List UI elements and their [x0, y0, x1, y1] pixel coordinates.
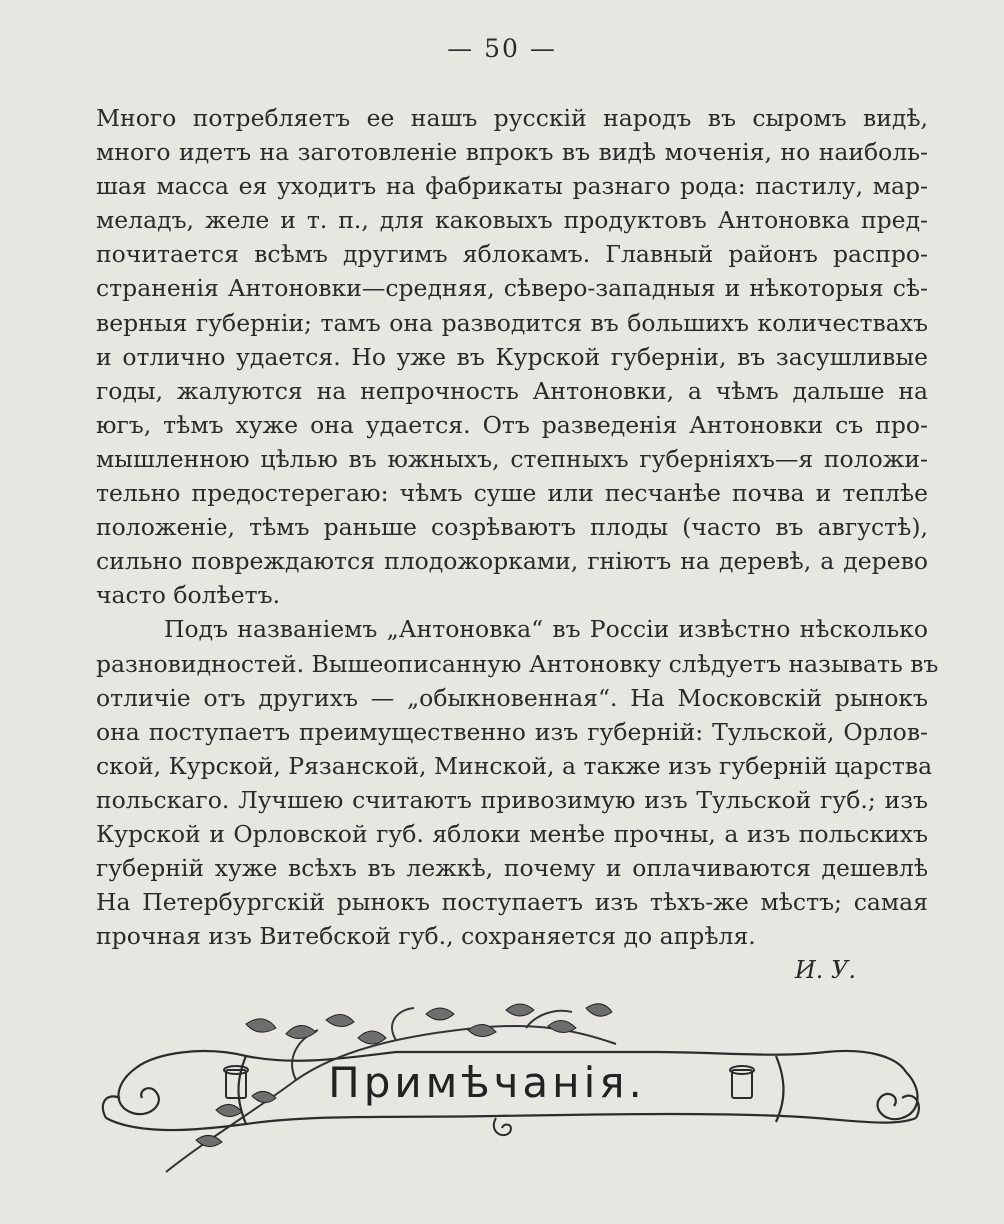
text-line: тельно предостерегаю: чѣмъ суше или песчанѣе почва и теплѣе — [96, 479, 928, 508]
text-line: почитается всѣмъ другимъ яблокамъ. Главный районъ распро- — [96, 240, 928, 269]
text-line: прочная изъ Витебской губ., сохраняется до апрѣля. — [96, 922, 756, 951]
ink-pot-right — [730, 1066, 754, 1098]
text-line: меладъ, желе и т. п., для каковыхъ продуктовъ Антоновка пред- — [96, 206, 928, 235]
bottom-flourish — [494, 1118, 511, 1135]
text-line: сильно повреждаются плодожорками, гніютъ на деревѣ, а дерево — [96, 547, 928, 576]
text-line: верныя губерніи; тамъ она разводится въ большихъ количествахъ — [96, 308, 928, 337]
paragraph — [96, 101, 928, 612]
ink-pot-left — [224, 1066, 248, 1098]
text-line: шая масса ея уходитъ на фабрикаты разнаго рода: пастилу, мар- — [96, 172, 928, 201]
author-signature: И. У. — [794, 956, 856, 984]
article-text — [96, 101, 939, 953]
text-line: страненія Антоновки—средняя, сѣверо-западныя и нѣкоторыя сѣ- — [96, 274, 928, 303]
text-line: разновидностей. Вышеописанную Антоновку слѣдуетъ называть въ — [96, 649, 939, 678]
text-line: югъ, тѣмъ хуже она удается. Отъ разведенія Антоновки съ про- — [96, 410, 928, 439]
text-line: годы, жалуются на непрочность Антоновки, а чѣмъ дальше на — [96, 376, 928, 405]
text-line: Много потребляетъ ее нашъ русскій народъ въ сыромъ видѣ, — [96, 104, 928, 132]
text-line: она поступаетъ преимущественно изъ губерній: Тульской, Орлов- — [96, 717, 928, 746]
text-line: Подъ названіемъ „Антоновка“ въ Россіи извѣстно нѣсколько — [164, 615, 928, 644]
text-line: и отлично удается. Но уже въ Курской губерніи, въ засушливые — [96, 342, 928, 371]
text-line: отличіе отъ другихъ — „обыкновенная“. На Московскій рынокъ — [96, 683, 928, 712]
text-line: Курской и Орловской губ. яблоки менѣе прочны, а изъ польскихъ — [96, 819, 928, 848]
section-heading: Примѣчанія. — [328, 1058, 646, 1107]
text-line: ской, Курской, Рязанской, Минской, а также изъ губерній царства — [96, 751, 933, 780]
text-line: много идетъ на заготовленіе впрокъ въ видѣ моченія, но наиболь- — [96, 138, 928, 167]
text-line: мышленною цѣлью въ южныхъ, степныхъ губерніяхъ—я положи- — [96, 444, 928, 473]
text-line: польскаго. Лучшею считаютъ привозимую изъ Тульской губ.; изъ — [96, 785, 928, 814]
text-line: губерній хуже всѣхъ въ лежкѣ, почему и оплачиваются дешевлѣ — [96, 854, 928, 883]
text-line: положеніе, тѣмъ раньше созрѣваютъ плоды (часто въ августѣ), — [96, 513, 928, 542]
paragraph — [96, 612, 939, 953]
text-line: На Петербургскій рынокъ поступаетъ изъ тѣхъ-же мѣстъ; самая — [96, 888, 928, 917]
page-number: — 50 — — [447, 34, 557, 63]
text-line: часто болѣетъ. — [96, 581, 281, 610]
